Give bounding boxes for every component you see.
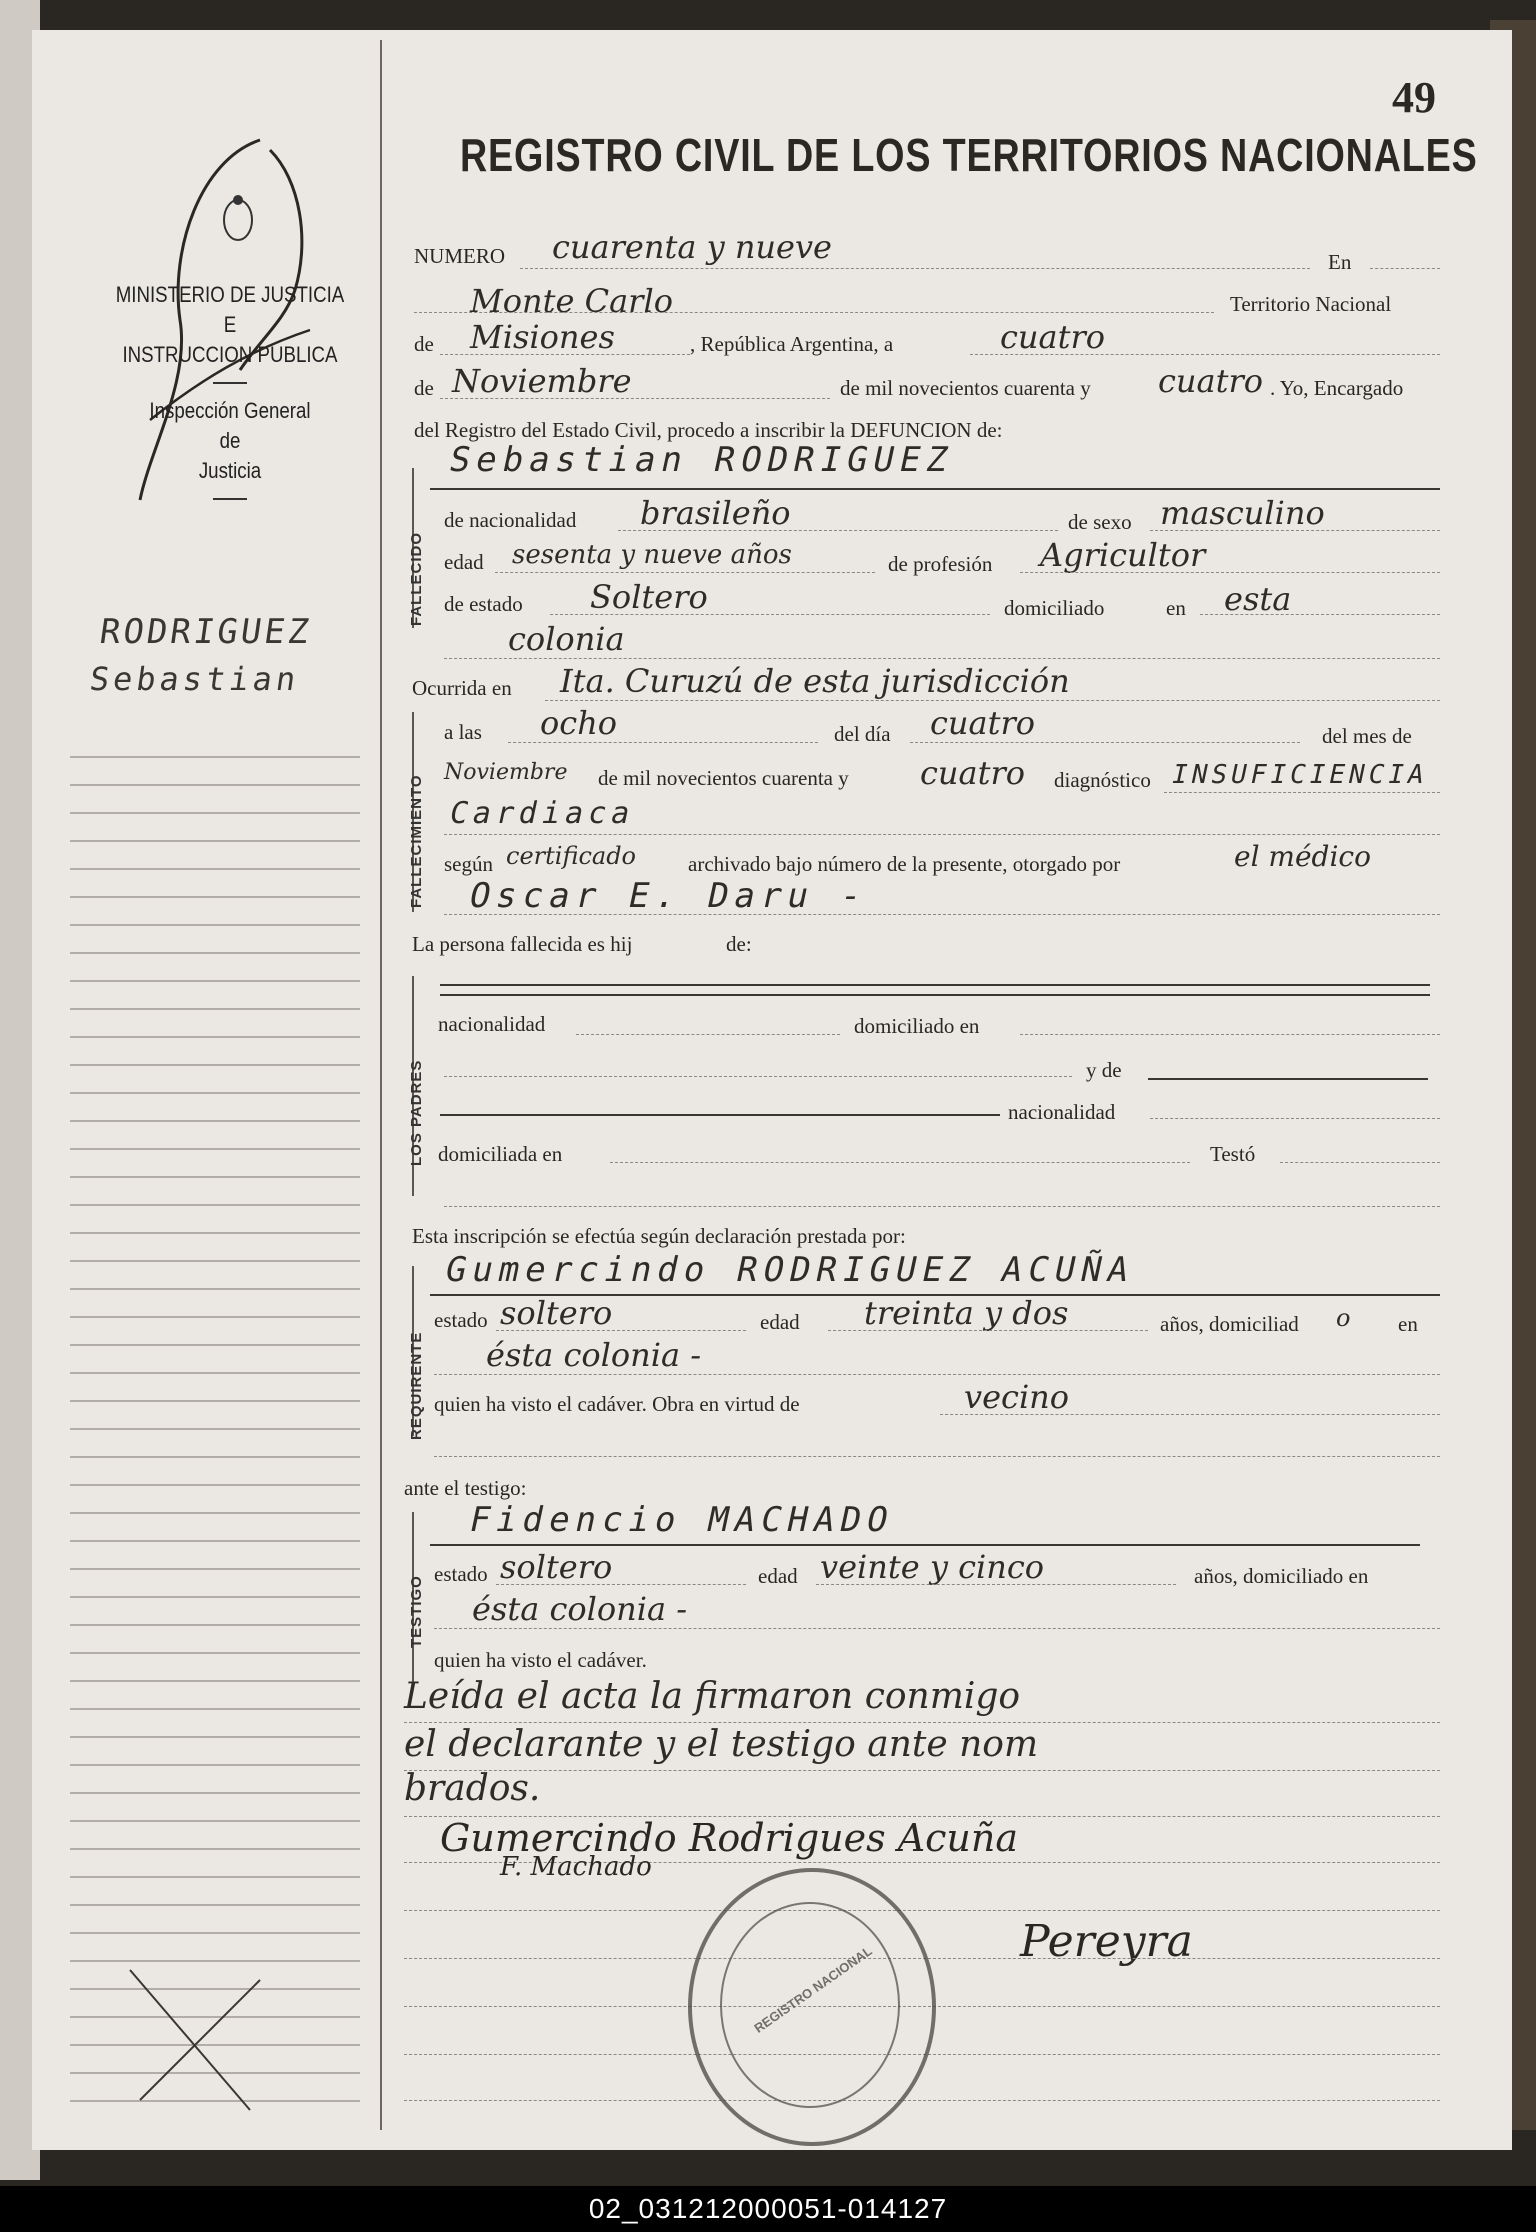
ministry-line-3: INSTRUCCION PUBLICA	[122, 342, 338, 367]
archivado-label: archivado bajo número de la presente, otorgado por	[688, 852, 1121, 876]
cierre-line-2: el declarante y el testigo ante nom	[404, 1724, 1039, 1765]
diagnostico-label: diagnóstico	[1054, 768, 1151, 792]
ministry-line-4: Inspección General	[149, 398, 311, 423]
requirente-visto-label: quien ha visto el cadáver. Obra en virtud de	[434, 1392, 800, 1416]
testigo-nombre-rule	[430, 1544, 1420, 1546]
mes-value: Noviembre	[452, 362, 632, 400]
domicilio-rule	[1200, 614, 1440, 615]
y-de-label: y de	[1086, 1058, 1122, 1082]
estado-label: de estado	[444, 592, 523, 616]
dia-value-fallecimiento: cuatro	[930, 704, 1036, 742]
padres-bottom-rule	[444, 1206, 1440, 1207]
official-seal-inner-ring	[720, 1902, 900, 2108]
padres-domiciliado-label: domiciliado en	[854, 1014, 980, 1038]
mes-value-fallecimiento: Noviembre	[444, 760, 568, 785]
requirente-edad-value: treinta y dos	[864, 1294, 1069, 1332]
page-title: REGISTRO CIVIL DE LOS TERRITORIOS NACIONALES	[460, 129, 1478, 181]
padres-intro: La persona fallecida es hij	[412, 932, 633, 956]
requirente-nombre: Gumercindo RODRIGUEZ ACUÑA	[441, 1250, 1139, 1290]
requirente-anios-label: años, domiciliad	[1160, 1312, 1299, 1336]
diagnostico-rule	[1164, 792, 1440, 793]
dia-rule-fallecimiento	[910, 742, 1300, 743]
testo-rule	[1280, 1162, 1440, 1163]
padres-intro-de: de:	[726, 932, 752, 956]
testigo-edad-rule	[816, 1584, 1176, 1585]
nacionalidad-label: de nacionalidad	[444, 508, 577, 532]
ministry-divider-bottom	[213, 498, 247, 500]
ocurrida-label: Ocurrida en	[412, 676, 512, 700]
official-seal	[688, 1868, 936, 2146]
official-seal-text: REGISTRO NACIONAL	[751, 1943, 875, 2036]
firma-encargado: Pereyra	[1020, 1916, 1193, 1967]
cierre-line-1: Leída el acta la firmaron conmigo	[404, 1676, 1021, 1717]
padres-nacionalidad-label: nacionalidad	[438, 1012, 546, 1036]
ministry-line-5: de	[219, 428, 241, 453]
medico-rule	[444, 914, 1440, 915]
territorio-rule	[440, 354, 690, 355]
domicilio-value-2: colonia	[508, 620, 625, 658]
numero-rule	[520, 268, 1310, 269]
edad-label: edad	[444, 550, 484, 574]
domicilio-value: esta	[1224, 580, 1292, 618]
requirente-estado-rule	[496, 1330, 746, 1331]
testigo-estado-label: estado	[434, 1562, 488, 1586]
mes-label: del mes de	[1322, 724, 1412, 748]
requirente-virtud-value: vecino	[964, 1378, 1070, 1416]
territorio-value: Misiones	[470, 318, 615, 356]
sexo-value: masculino	[1160, 494, 1325, 532]
diagnostico-value-2: Cardiaca	[446, 796, 639, 831]
padres-nacionalidad2-label: nacionalidad	[1008, 1100, 1116, 1124]
mes-rule	[440, 398, 830, 399]
fallecido-nombre: Sebastian RODRIGUEZ	[445, 440, 958, 480]
y-de-rule	[1148, 1078, 1428, 1080]
medico-value: Oscar E. Daru -	[465, 876, 872, 916]
en-rule	[1370, 268, 1440, 269]
margin-ruled-lines	[70, 730, 360, 2110]
fallecimiento-section-label: FALLECIMIENTO	[408, 774, 425, 908]
sexo-rule	[1150, 530, 1440, 531]
territorio-label: Territorio Nacional	[1230, 292, 1392, 316]
hora-rule	[508, 742, 818, 743]
testigo-estado-value: soltero	[500, 1548, 613, 1586]
testigo-anios-label: años, domiciliado en	[1194, 1564, 1369, 1588]
fallecido-section-label: FALLECIDO	[408, 532, 425, 626]
edad-value: sesenta y nueve años	[512, 540, 792, 570]
requirente-domicilio-value: ésta colonia -	[486, 1336, 702, 1374]
madre-name-rule	[440, 1114, 1000, 1116]
testigo-estado-rule	[496, 1584, 746, 1585]
domiciliada-rule	[610, 1162, 1190, 1163]
testigo-domicilio-rule	[434, 1628, 1440, 1629]
firma-rule-6	[404, 2100, 1440, 2101]
sexo-label: de sexo	[1068, 510, 1132, 534]
padres-domiciliado-rule	[1020, 1034, 1440, 1035]
cierre-rule-2	[404, 1770, 1440, 1771]
anio-value: cuatro	[1158, 362, 1264, 400]
ocurrida-rule	[545, 700, 1440, 701]
numero-value: cuarenta y nueve	[552, 228, 832, 266]
testigo-domicilio-value: ésta colonia -	[472, 1590, 688, 1628]
dia-label: del día	[834, 722, 891, 746]
margin-cross-mark	[110, 1960, 270, 2120]
de-label-2: de	[414, 376, 434, 400]
ministry-line-1: MINISTERIO DE JUSTICIA	[115, 282, 345, 307]
profesion-value: Agricultor	[1040, 536, 1206, 574]
ministry-divider	[213, 382, 247, 384]
profesion-rule	[1020, 572, 1440, 573]
firma-declarante: Gumercindo Rodrigues Acuña	[440, 1816, 1019, 1860]
requirente-edad-rule	[828, 1330, 1148, 1331]
margin-surname: RODRIGUEZ	[97, 612, 315, 652]
requirente-section-label: REQUIRENTE	[408, 1331, 425, 1440]
requirente-domicilio-rule	[434, 1374, 1440, 1375]
cierre-line-3: brados.	[404, 1768, 541, 1809]
testigo-intro: ante el testigo:	[404, 1476, 527, 1500]
cierre-rule-1	[404, 1722, 1440, 1723]
domiciliado-label: domiciliado	[1004, 596, 1105, 620]
nacionalidad-rule	[618, 530, 1058, 531]
en-label: En	[1328, 250, 1352, 274]
padres-section-label: LOS PADRES	[408, 1059, 425, 1166]
padres-nacionalidad-rule	[576, 1034, 840, 1035]
coat-of-arms-icon	[218, 190, 258, 250]
estado-value: Soltero	[590, 578, 708, 616]
otorgado-value: el médico	[1234, 840, 1371, 873]
requirente-virtud-rule	[940, 1414, 1440, 1415]
diagnostico-value: INSUFICIENCIA	[1168, 760, 1431, 790]
testigo-visto-label: quien ha visto el cadáver.	[434, 1648, 647, 1672]
dia-value: cuatro	[1000, 318, 1106, 356]
diagnostico2-rule	[444, 834, 1440, 835]
padres-name-rule	[440, 984, 1430, 986]
numero-label: NUMERO	[414, 244, 506, 268]
en-label-fallecido: en	[1166, 596, 1186, 620]
testo-label: Testó	[1210, 1142, 1256, 1166]
lugar-value: Monte Carlo	[470, 282, 673, 320]
anio-label-fallecimiento: de mil novecientos cuarenta y	[598, 766, 849, 790]
fallecido-nombre-rule	[430, 488, 1440, 490]
testigo-section-label: TESTIGO	[408, 1575, 425, 1648]
requirente-estado-label: estado	[434, 1308, 488, 1332]
ministry-heading	[103, 280, 358, 512]
padres-name-rule-2	[440, 994, 1430, 996]
testigo-nombre: Fidencio MACHADO	[465, 1500, 898, 1540]
nacionalidad-value: brasileño	[640, 494, 791, 532]
requirente-intro: Esta inscripción se efectúa según declaración prestada por:	[412, 1224, 906, 1248]
anio-label: de mil novecientos cuarenta y	[840, 376, 1091, 400]
lugar-rule	[414, 312, 1214, 313]
certificado-value: certificado	[506, 842, 637, 870]
estado-rule	[550, 614, 990, 615]
dia-rule	[970, 354, 1440, 355]
testigo-edad-label: edad	[758, 1564, 798, 1588]
image-id-footer: 02_031212000051-014127	[0, 2186, 1536, 2232]
firma-rule-2	[404, 1910, 1440, 1911]
ocurrida-value: Ita. Curuzú de esta jurisdicción	[560, 662, 1070, 700]
firma-testigo: F. Machado	[500, 1852, 652, 1882]
ministry-line-2: E	[223, 312, 237, 337]
margin-given-name: Sebastian	[87, 660, 303, 698]
requirente-bottom-rule	[434, 1456, 1440, 1457]
de-label: de	[414, 332, 434, 356]
profesion-label: de profesión	[888, 552, 993, 576]
folio-number: 49	[1392, 73, 1436, 122]
testigo-edad-value: veinte y cinco	[820, 1548, 1045, 1586]
encargado-label: . Yo, Encargado	[1270, 376, 1404, 400]
padres-line-rule	[444, 1076, 1072, 1077]
padres-nacionalidad2-rule	[1150, 1118, 1440, 1119]
ministry-line-6: Justicia	[198, 458, 262, 483]
requirente-domiciliad-sufijo: o	[1336, 1304, 1351, 1332]
domiciliada-label: domiciliada en	[438, 1142, 563, 1166]
domicilio2-rule	[444, 658, 1440, 659]
anio-value-fallecimiento: cuatro	[920, 754, 1026, 792]
edad-rule	[495, 572, 875, 573]
requirente-edad-label: edad	[760, 1310, 800, 1334]
hora-label: a las	[444, 720, 482, 744]
segun-label: según	[444, 852, 493, 876]
requirente-estado-value: soltero	[500, 1294, 613, 1332]
hora-value: ocho	[540, 704, 618, 742]
requirente-en-label: en	[1398, 1312, 1418, 1336]
republica-label: , República Argentina, a	[690, 332, 894, 356]
encargado-line: del Registro del Estado Civil, procedo a inscribir la DEFUNCION de:	[414, 418, 1003, 442]
